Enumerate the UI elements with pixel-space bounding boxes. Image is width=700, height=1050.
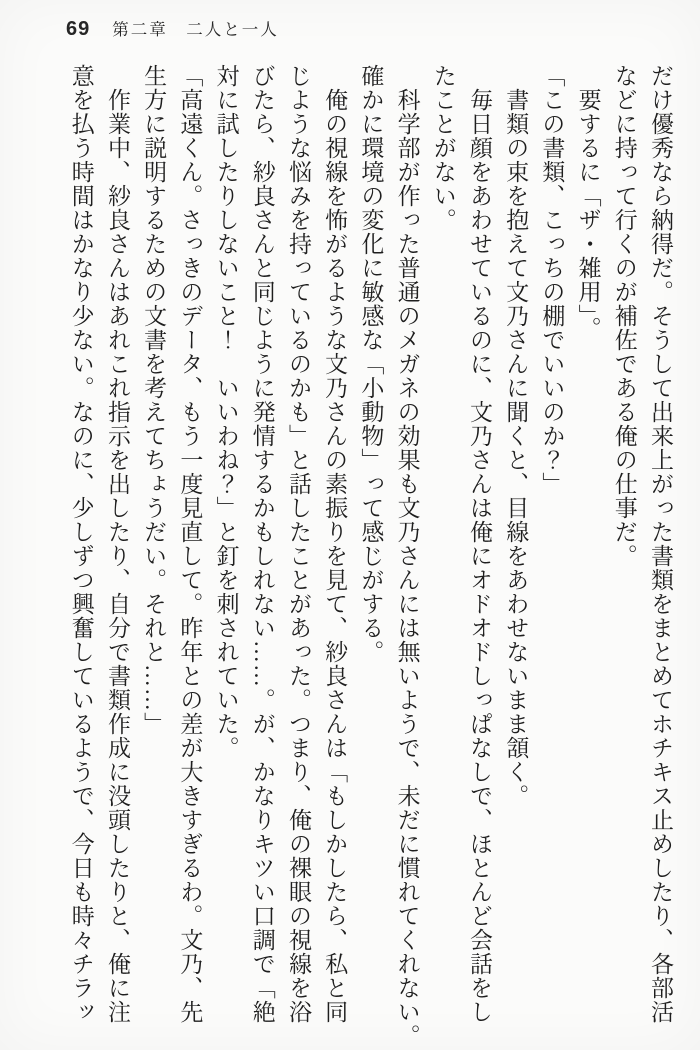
page-header [66, 16, 279, 41]
chapter-title: 第二章 二人と一人 [112, 21, 279, 39]
text-line: 「高遠くん。さっきのデータ、もう一度見直して。昨年との差が大きすぎるわ。文乃、先 [177, 64, 203, 1024]
page-number: 69 [66, 18, 91, 40]
text-line: たことがない。 [430, 64, 456, 232]
page-text [62, 64, 678, 1050]
text-line: 科学部が作った普通のメガネの効果も文乃さんには無いようで、未だに慣れてくれない。 [394, 88, 420, 1048]
text-line: じような悩みを持っているのかも」と話したことがあった。つまり、俺の裸眼の視線を浴 [285, 64, 311, 1024]
text-line: などに持って行くのが補佐である俺の仕事だ。 [611, 64, 637, 568]
text-line: 意を払う時間はかなり少ない。なのに、少しずつ興奮しているようで、今日も時々チラッ [68, 64, 94, 1024]
text-line: 「この書類、こっちの棚でいいのか？」 [539, 64, 565, 496]
text-line: 確かに環境の変化に敏感な「小動物」って感じがする。 [358, 64, 384, 664]
text-line: 対に試したりしないこと！ いいわね？」と釘を刺されていた。 [213, 64, 239, 760]
text-line: 毎日顔をあわせているのに、文乃さんは俺にオドオドしっぱなしで、ほとんど会話をし [466, 88, 492, 1024]
text-line: びたら、紗良さんと同じように発情するかもしれない……。が、かなりキツい口調で「絶 [249, 64, 275, 1024]
text-line: 作業中、紗良さんはあれこれ指示を出したり、自分で書類作成に没頭したりと、俺に注 [104, 88, 130, 1024]
text-line: 俺の視線を怖がるような文乃さんの素振りを見て、紗良さんは「もしかしたら、私と同 [322, 88, 348, 1024]
text-line: 書類の束を抱えて文乃さんに聞くと、目線をあわせないまま頷く。 [503, 88, 529, 808]
text-line: 要するに「ザ・雑用」。 [575, 88, 601, 341]
text-line: だけ優秀なら納得だ。そうして出来上がった書類をまとめてホチキス止めしたり、各部活 [648, 64, 673, 1024]
text-line: 生方に説明するための文書を考えてちょうだい。それと……」 [141, 64, 167, 736]
